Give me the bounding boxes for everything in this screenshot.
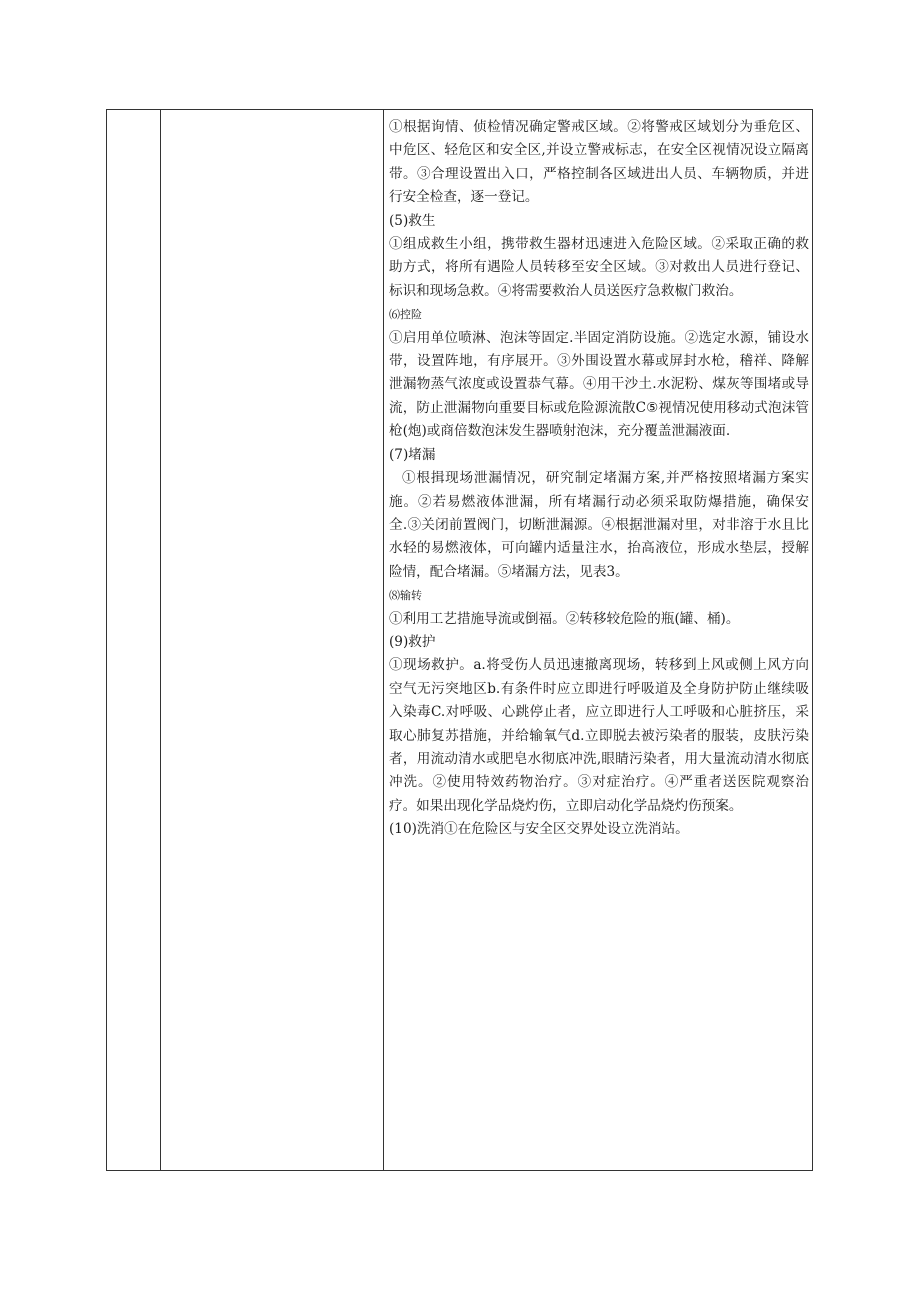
warning-zone-paragraph: ①根据询情、侦检情况确定警戒区域。②将警戒区域划分为垂危区、中危区、轻危区和安全区,并设立警戒标志，在安全区视情况设立隔离带。③合理设置出入口，严格控制各区域进出人员、车辆物质，并进行安全检查，逐一登记。: [389, 119, 809, 206]
document-table: [106, 109, 813, 1171]
section-heading-first-aid: (9)救护: [389, 633, 436, 650]
leak-plugging-paragraph: ①根揖现场泄漏情况，研究制定堵漏方案,并严格按照堵漏方案实施。②若易燃液体泄漏，所有堵漏行动必须采取防爆措施，确保安全.③关闭前置阀门，切断泄漏源。④根据泄漏对里，对非溶于水且比水轻的易燃液体，可向罐内适量注水，抬高液位，形成水垫层，授解险情，配合堵漏。⑤堵漏方法，见表3。: [389, 470, 809, 580]
section-heading-decontamination: (10)洗消①在危险区与安全区交界处设立洗消站。: [389, 821, 689, 838]
rescue-paragraph: ①组成救生小组，携带救生器材迅速进入危险区域。②采取正确的救助方式，将所有遇险人员转移至安全区域。③对救出人员进行登记、标识和现场急救。④将需要救治人员送医疗急救椒门救治。: [389, 236, 809, 299]
section-heading-leak-plugging: (7)堵漏: [389, 446, 436, 463]
transfer-paragraph: ①利用工艺措施导流或倒福。②转移较危险的瓶(罐、桶)。: [389, 610, 740, 627]
section-heading-rescue: (5)救生: [389, 212, 436, 229]
section-heading-risk-control: ⑹控险: [389, 308, 422, 322]
section-heading-transfer: ⑻输转: [389, 589, 422, 603]
column-divider: [160, 110, 161, 1170]
risk-control-paragraph: ①启用单位喷淋、泡沫等固定.半固定消防设施。②选定水源，铺设水带，设置阵地，有序展开。③外围设置水幕或屏封水枪，稽祥、降解泄漏物蒸气浓度或设置恭气幕。④用干沙土.水泥粉、煤灰等围堵或导流，防止泄漏物向重要目标或危险源流散C⑤视情况使用移动式泡沫管枪(炮)或商倍数泡沫发生器喷射泡沫，充分覆盖泄漏液面.: [389, 329, 809, 440]
first-aid-paragraph: ①现场救护。a.将受伤人员迅速撤离现场，转移到上风或侧上风方向空气无污突地区b.有条件时应立即进行呼吸道及全身防护防止继续吸入染毒C.对呼吸、心跳停止者，应立即进行人工呼吸和心脏挤压，采取心肺复苏措施，并给输氧气d.立即脱去被污染者的服装，皮肤污染者，用流动清水或肥皂水彻底冲洗,眼睛污染者，用大量流动清水彻底冲洗。②使用特效药物治疗。③对症治疗。④严重者送医院观察治疗。如果出现化学品烧灼伤，立即启动化学品烧灼伤预案。: [389, 657, 809, 814]
procedure-content-cell: [384, 110, 812, 1170]
